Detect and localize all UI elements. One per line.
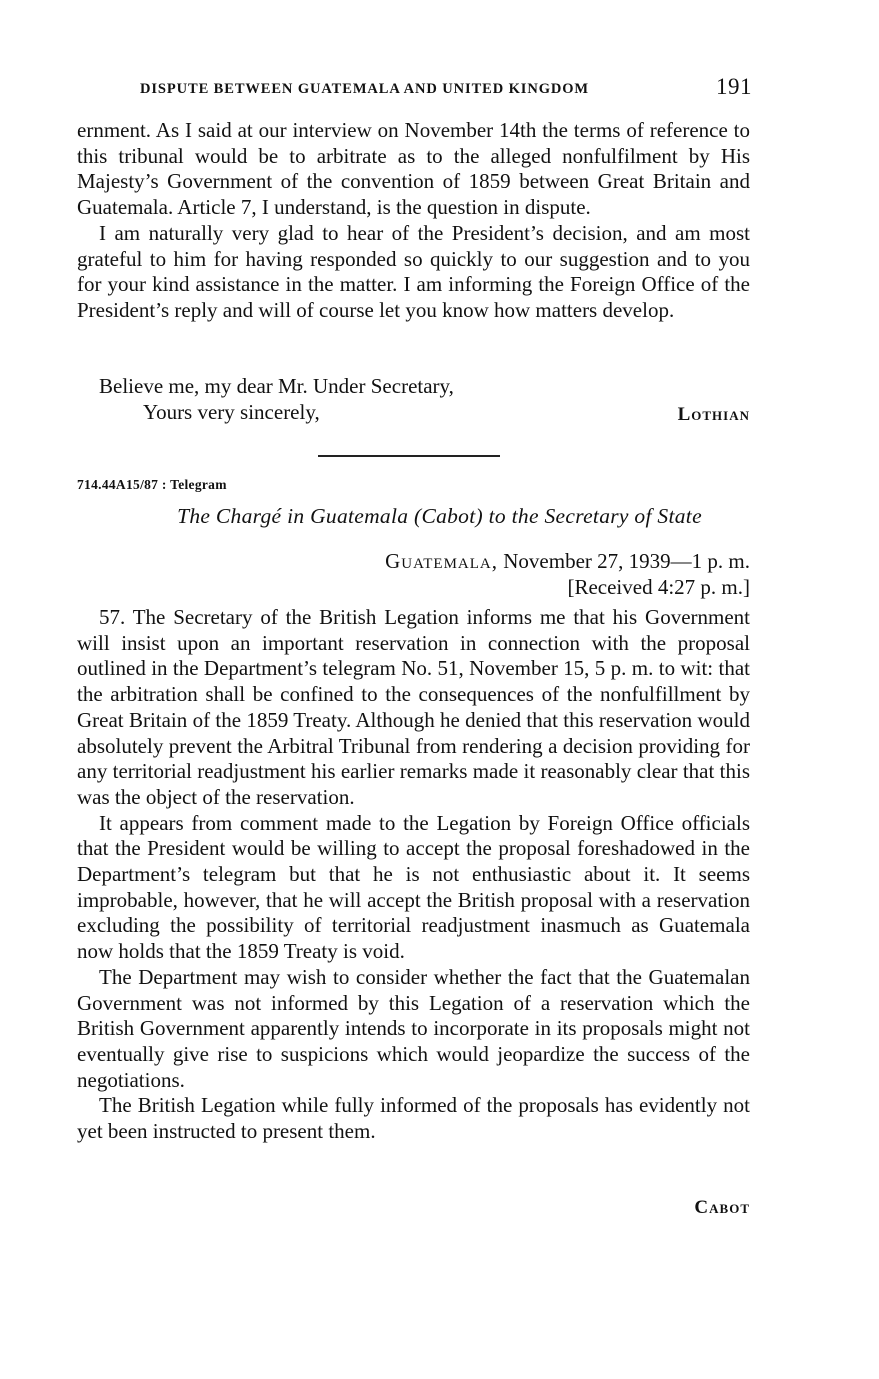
telegram-signature: Cabot [694, 1197, 750, 1218]
letter-body [77, 118, 750, 324]
letter-paragraph: ernment. As I said at our interview on November 14th the terms of reference to this tribunal would be to arbitrate as to the alleged nonfulfilment by His Majesty’s Government of the convention of 1859 between Great Britain and Guatemala. Article 7, I understand, is the question in dispute. [77, 118, 750, 220]
received-time: [Received 4:27 p. m.] [567, 575, 750, 599]
dateline-place: Guatemala, [385, 549, 499, 573]
page-number: 191 [716, 74, 752, 99]
telegram-paragraph: It appears from comment made to the Legation by Foreign Office officials that the President would be willing to accept the proposal foreshadowed in the Department’s telegram but that he is not enthusiastic about it. It seems improbable, however, that he will accept the British proposal with a reservation excluding the possibility of territorial readjustment inasmuch as Guatemala now holds that the 1859 Treaty is void. [77, 810, 750, 964]
dateline-time: November 27, 1939—1 p. m. [498, 549, 750, 573]
letter-paragraph: I am naturally very glad to hear of the President’s decision, and am most grateful to him for having responded so quickly to our suggestion and to you for your kind assistance in the matter. I am informing the Foreign Office of the President’s reply and will of course let you know how matters develop. [77, 220, 750, 322]
letter-signature: Lothian [677, 404, 750, 425]
closing-line: Believe me, my dear Mr. Under Secretary, [99, 374, 454, 398]
dateline [385, 548, 750, 600]
telegram-paragraph: 57. The Secretary of the British Legation informs me that his Government will insist upon an important reservation in connection with the proposal outlined in the Department’s telegram No. 51, November 15, 5 p. m. to wit: that the arbitration shall be confined to the consequences of the nonfulfillment by Great Britain of the 1859 Treaty. Although he denied that this reservation would absolutely prevent the Arbitral Tribunal from rendering a decision providing for any territorial readjustment his earlier remarks made it reasonably clear that this was the object of the reservation. [77, 605, 750, 809]
dateline-sent [385, 548, 750, 574]
page-header [140, 74, 752, 104]
file-reference: 714.44A15/87 : Telegram [77, 477, 227, 492]
valediction: Yours very sincerely, [143, 400, 320, 424]
telegram-paragraph: The British Legation while fully informed of the proposals has evidently not yet been instructed to present them. [77, 1093, 750, 1144]
telegram-body [77, 605, 750, 1145]
running-head: DISPUTE BETWEEN GUATEMALA AND UNITED KINGDOM [140, 81, 590, 97]
section-divider [318, 455, 500, 457]
document-title: The Chargé in Guatemala (Cabot) to the Secretary of State [177, 504, 702, 528]
telegram-paragraph: The Department may wish to consider whether the fact that the Guatemalan Government was not informed by this Legation of a reservation which the British Government apparently intends to incorporate in its proposals might not eventually give rise to suspicions which would jeopardize the success of the negotiations. [77, 964, 750, 1092]
